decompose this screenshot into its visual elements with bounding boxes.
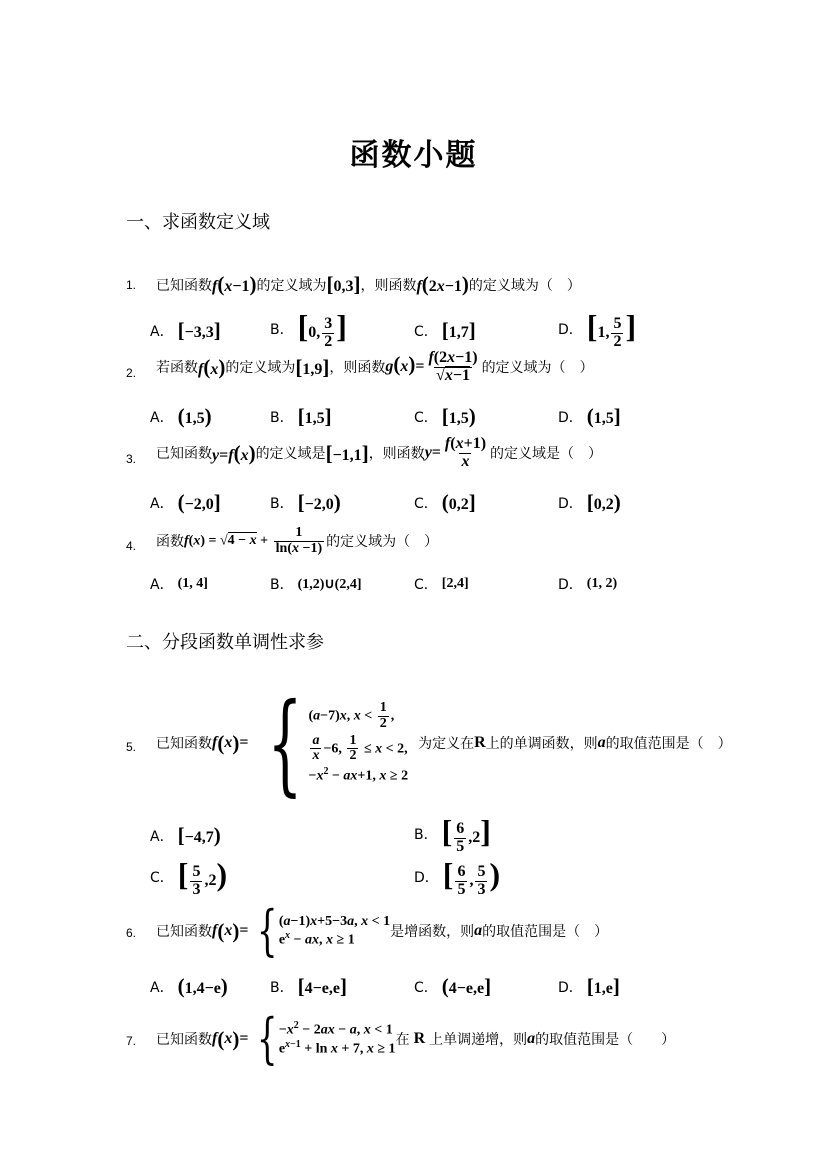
question-number: 1. [126,278,137,292]
question-text: 在 [395,1032,410,1048]
question-2 [156,350,594,385]
math-expr: g(x)= $\frac{f(2x-1)}{√x-1}$ [385,349,478,384]
question-text: 的定义域为 [225,360,296,377]
option-c[interactable]: C． [ $\frac{5}{3}$ ,2) [150,856,228,898]
question-3 [156,436,602,471]
math-expr: [−1,1] [325,440,369,465]
math-expr: a [597,734,606,751]
question-text: 已知函数 [156,1032,212,1048]
question-text: 为定义在 [418,736,475,752]
option-a[interactable]: A． (−2,0] [150,490,221,514]
question-text: 已知函数 [156,446,212,463]
math-expr: y=f(x) [212,440,256,465]
option-c[interactable]: C． [2,4] [414,576,469,593]
math-expr: R [474,734,486,751]
question-text: 上单调递增，则 [429,1032,528,1048]
question-text: 已知函数 [156,924,212,940]
question-number: 3. [126,452,137,466]
option-a[interactable]: A． [−3,3] [150,318,221,342]
section-heading-1: 一、求函数定义域 [126,212,270,233]
option-d[interactable]: D． (1, 2) [558,576,618,593]
question-text: 的定义域为（ ） [481,360,594,377]
option-a[interactable]: A． (1,5) [150,404,212,428]
math-expr: f(x) [198,354,226,379]
question-text: 的定义域为 [256,277,327,294]
option-d[interactable]: D． [1,e] [558,974,620,998]
option-a[interactable]: A． [−4,7) [150,823,221,847]
math-expr: f(x) = √4 − x + $\frac{1}{\ln(x -1)}$ [184,525,323,556]
page-title: 函数小题 [349,138,478,173]
math-expr: f(2x−1) [416,272,469,296]
question-text: 上的单调函数，则 [485,736,598,752]
question-7 [156,1007,676,1070]
question-text: 的定义域是 [255,446,326,463]
question-text: 的取值范围是（ ） [535,1032,676,1048]
question-text: 函数 [156,534,184,551]
question-6 [156,899,609,962]
math-expr: a [527,1030,536,1047]
option-c[interactable]: C． [1,7] [414,318,476,342]
question-text: ，则函数 [368,446,425,463]
option-b[interactable]: B． [1,5] [270,404,332,428]
question-text: 已知函数 [156,736,212,752]
question-number: 5. [126,740,137,754]
option-d[interactable]: D． [ $\frac{6}{5}$ , $\frac{5}{3}$ ) [414,856,501,898]
option-d[interactable]: D． (1,5] [558,404,621,428]
question-1 [156,272,581,297]
question-text: ，则函数 [360,277,417,294]
question-text: 若函数 [156,360,198,377]
option-b[interactable]: B． (1,2)∪(2,4] [270,576,362,593]
option-c[interactable]: C． (4−e,e] [414,974,492,998]
question-text: 是增函数，则 [390,924,475,940]
question-text: 的取值范围是（ ） [605,736,732,752]
question-text: 的定义域是（ ） [490,446,603,463]
option-b[interactable]: B． [4−e,e] [270,974,347,998]
option-d[interactable]: D． [1, $\frac{5}{2}$ ] [558,308,637,350]
question-text: ，则函数 [329,360,386,377]
math-expr: [1,9] [295,354,330,379]
question-number: 4. [126,539,137,553]
section-heading-2: 二、分段函数单调性求参 [126,632,324,653]
option-a[interactable]: A． (1, 4] [150,576,208,593]
question-5 [156,679,732,807]
question-number: 2. [126,366,137,380]
math-expr: [0,3] [326,272,361,296]
option-c[interactable]: C． [1,5) [414,404,476,428]
math-expr: a [474,922,483,939]
question-4 [156,526,438,556]
piecewise-expr: f ( x ) = { (a−1)x+5−3a, x < 1 $e^x$ − ax, x ≥ 1 [212,899,391,962]
question-text: 的取值范围是（ ） [482,924,609,940]
math-expr: R [413,1030,426,1047]
math-expr: y= $\frac{f(x+1)}{x}$ [424,435,487,470]
option-c[interactable]: C． (0,2] [414,490,476,514]
question-number: 6. [126,926,137,940]
math-expr: f(x−1) [212,272,257,296]
piecewise-expr: f ( x ) = { (a−7)x, x < $\frac{1}{2}$ , $\frac{a}{x}$ −6, $\frac{1}{2}$ ≤ x < 2, $-x^2 - ax+1$, x ≥ 2 [212,679,409,807]
question-text: 已知函数 [156,277,212,294]
question-text: 的定义域为（ ） [468,277,581,294]
question-text: 的定义域为（ ） [326,534,439,551]
option-b[interactable]: B． [ $\frac{6}{5}$ ,2] [414,813,491,855]
question-number: 7. [126,1034,137,1048]
option-d[interactable]: D． [0,2) [558,490,621,514]
option-b[interactable]: B． [0, $\frac{3}{2}$ ] [270,308,347,350]
option-a[interactable]: A． (1,4−e) [150,974,228,998]
option-b[interactable]: B． [−2,0) [270,490,341,514]
piecewise-expr: f ( x ) = { $-x^2 - 2ax - a$, x < 1 $e^{x-1} + \ln x + 7$, x ≥ 1 [212,1007,396,1070]
